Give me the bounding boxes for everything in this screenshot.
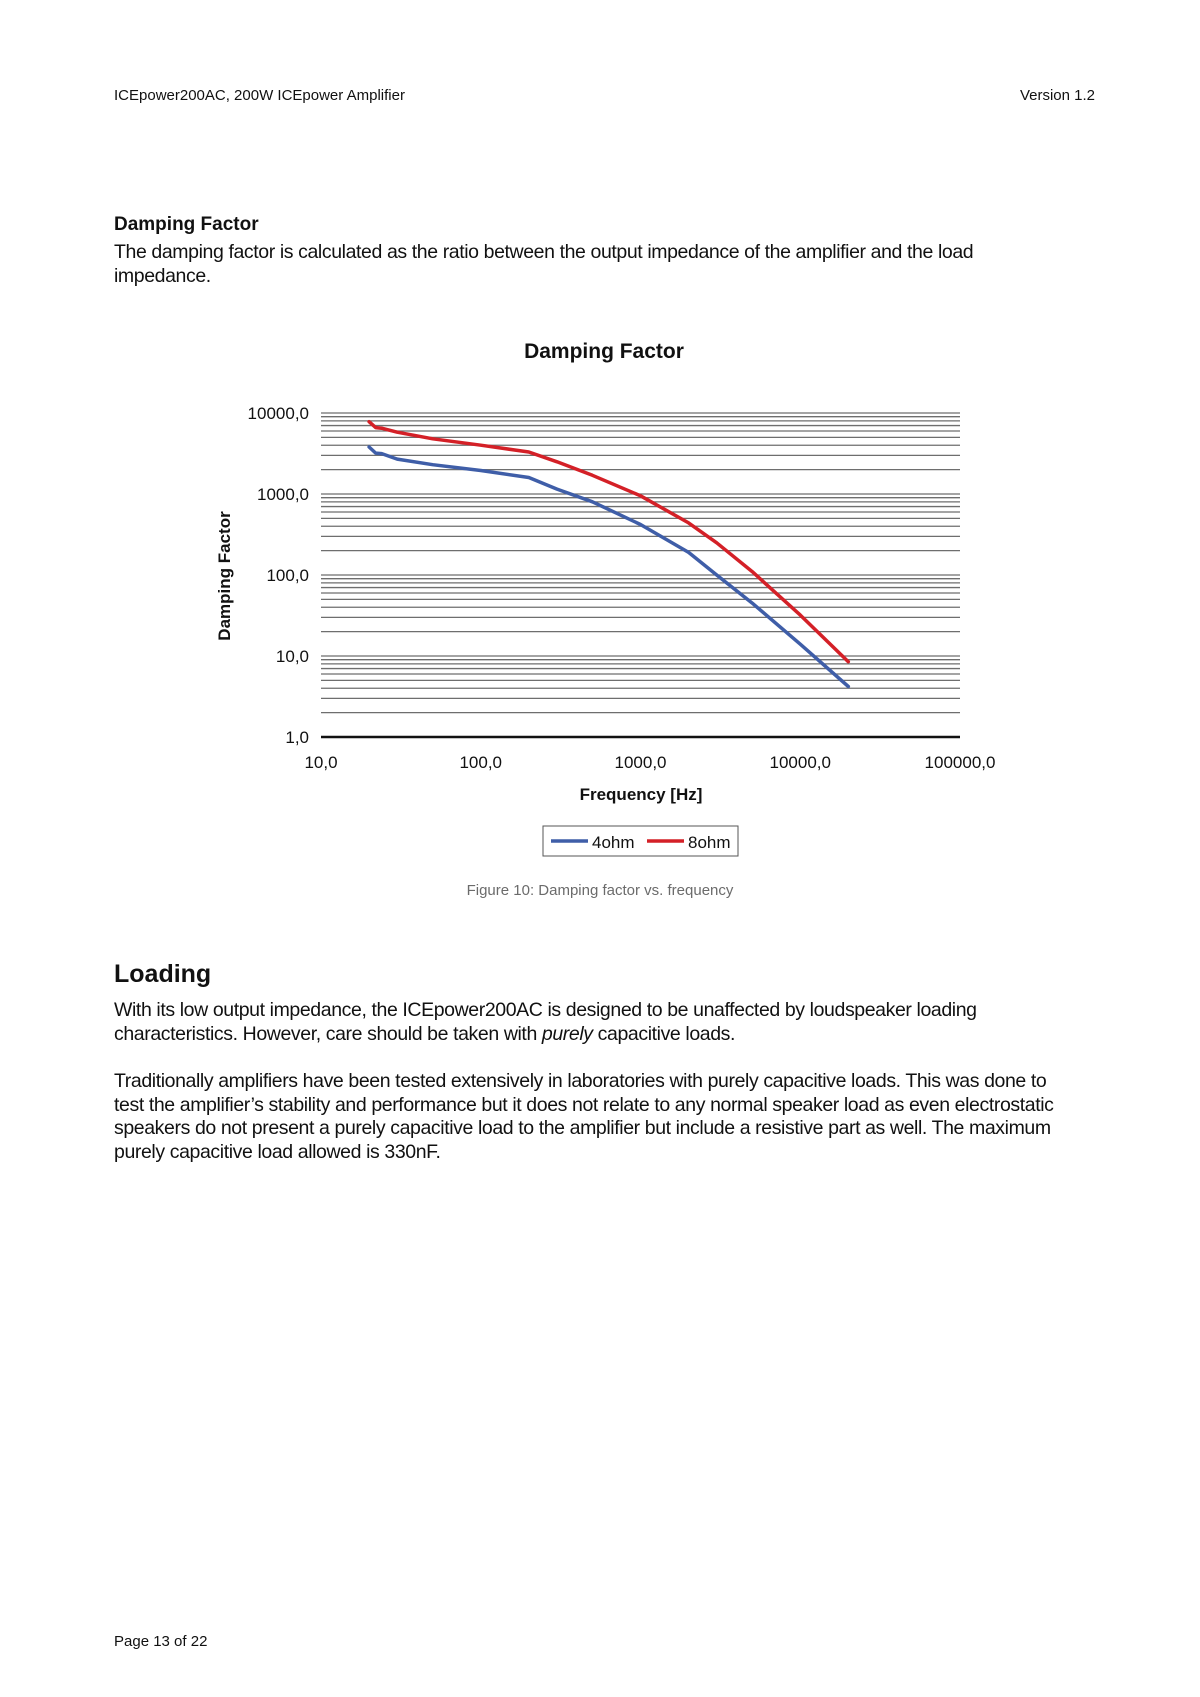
chart-title: Damping Factor [524, 340, 684, 363]
svg-text:1,0: 1,0 [285, 728, 309, 747]
page-number: Page 13 of 22 [114, 1633, 208, 1650]
svg-text:4ohm: 4ohm [592, 833, 635, 852]
chart-legend [543, 826, 738, 856]
figure-caption: Figure 10: Damping factor vs. frequency [466, 882, 734, 899]
y-axis-tick-labels [248, 404, 309, 747]
svg-text:8ohm: 8ohm [688, 833, 731, 852]
svg-text:1000,0: 1000,0 [257, 485, 309, 504]
svg-text:10,0: 10,0 [304, 753, 338, 772]
header-document-title: ICEpower200AC, 200W ICEpower Amplifier [114, 87, 405, 104]
x-axis-tick-labels [304, 753, 995, 772]
svg-text:1000,0: 1000,0 [614, 753, 667, 772]
section-heading-loading: Loading [114, 960, 212, 988]
svg-text:100000,0: 100000,0 [924, 753, 996, 772]
svg-text:100,0: 100,0 [266, 566, 309, 585]
section-heading-damping-factor: Damping Factor [114, 214, 259, 235]
loading-paragraph-2: Traditionally amplifiers have been tested extensively in laboratories with purely capacitive loads. This was done to test the amplifier’s stability and performance but it does not relate to any normal speaker load as even electrostatic speakers do not present a purely capacitive load to the amplifier but include a resistive part as well. The maximum purely capacitive load allowed is 330nF. [114, 1070, 1054, 1163]
x-axis-label: Frequency [Hz] [579, 785, 703, 804]
damping-factor-description: The damping factor is calculated as the ratio between the output impedance of the amplifier and the load impedance. [114, 241, 974, 287]
loading-p1-emphasis: purely [541, 1022, 593, 1045]
svg-text:10,0: 10,0 [275, 647, 309, 666]
chart-series-lines [369, 422, 848, 687]
y-axis-label: Damping Factor [215, 511, 234, 641]
loading-paragraph-1 [114, 999, 1074, 1046]
svg-text:100,0: 100,0 [459, 753, 503, 772]
svg-text:10000,0: 10000,0 [769, 753, 831, 772]
loading-p1-text: With its low output impedance, the ICEpower200AC is designed to be unaffected by loudspeaker loading characteristics. However, care should be taken with [114, 999, 977, 1045]
loading-p1-text-end: capacitive loads. [592, 1022, 736, 1045]
header-version: Version 1.2 [1019, 87, 1095, 104]
svg-text:10000,0: 10000,0 [247, 404, 309, 423]
